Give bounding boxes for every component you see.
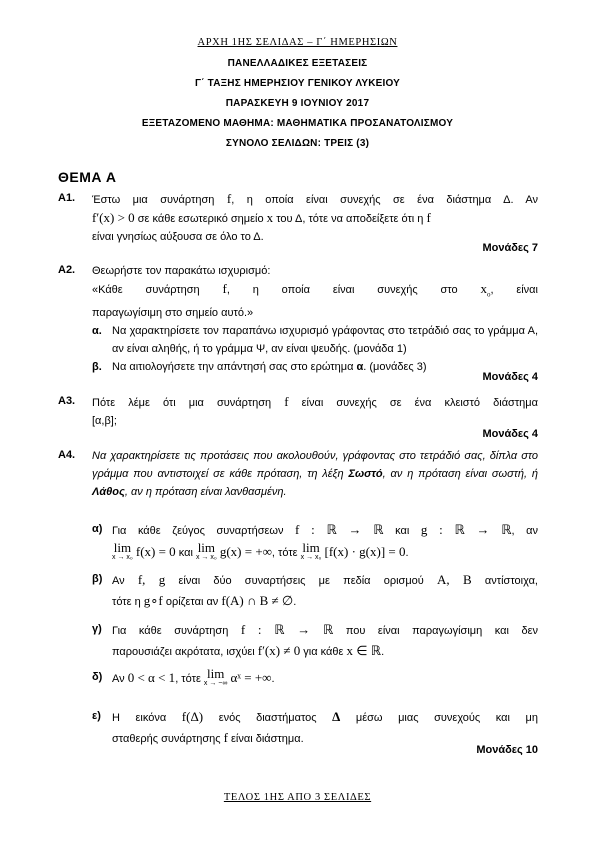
- a1-text: του Δ, τότε να αποδείξετε ότι η: [273, 213, 427, 225]
- a2-sub-a-label: α.: [92, 324, 102, 337]
- a2-f: f: [222, 281, 227, 296]
- math-expression: f : ℝ → ℝ: [295, 522, 384, 537]
- a2-sub-b-text: Να αιτιολογήσετε την απάντησή σας στο ερώτημα α. (μονάδες 3): [112, 360, 427, 373]
- exam-pages-line: ΣΥΝΟΛΟ ΣΕΛΙΔΩΝ: ΤΡΕΙΣ (3): [225, 138, 370, 149]
- math-expression: f(Δ): [181, 709, 204, 724]
- a4-item-label: δ): [92, 671, 103, 683]
- a4-item-text: Για κάθε ζεύγος συναρτήσεων f : ℝ → ℝ και g : ℝ → ℝ, αν lim x → x₀ f(x) = 0 και lim x → x₀ g(x) = +∞, τότε lim x → x₀ [f(x) · g(x)] = 0.: [112, 522, 538, 561]
- a3-text: είναι συνεχής σε ένα κλειστό διάστημα: [288, 397, 539, 409]
- question-a1-label: Α1.: [58, 192, 76, 204]
- a2-quote-end: παραγωγίσιμη στο σημείο αυτό.»: [92, 306, 254, 319]
- a4-item-delta: [92, 668, 538, 689]
- math-expression: g : ℝ → ℝ: [420, 522, 512, 537]
- math-expression: x ∈ ℝ: [346, 643, 382, 658]
- a2-sub-b-label: β.: [92, 360, 102, 373]
- a4-item-text: Αν f, g είναι δύο συναρτήσεις με πεδία ορισμού Α, Β αντίστοιχα, τότε η g∘f ορίζεται αν f(Α) ∩ Β ≠ ∅.: [112, 572, 538, 608]
- a2-quote: , είναι: [490, 284, 538, 296]
- a4-item-label: ε): [92, 710, 101, 722]
- math-expression: 0 < α < 1: [127, 670, 176, 685]
- a4-marks: Μονάδες 10: [476, 744, 538, 756]
- a4-item-text: Η εικόνα f(Δ) ενός διαστήματος Δ μέσω μιας συνεχούς και μη σταθερής συνάρτησης f είναι διάστημα.: [112, 709, 538, 745]
- question-a1-body: [92, 190, 538, 246]
- a4-intro-text: , αν η πρόταση είναι σωστή, ή: [382, 468, 538, 480]
- math-expression: αˣ = +∞: [230, 670, 272, 685]
- a2-quote: «Κάθε συνάρτηση: [92, 284, 200, 296]
- a2-quote: , η οποία είναι συνεχής στο: [226, 284, 458, 296]
- math-expression: f(x) = 0: [135, 544, 176, 559]
- a1-f: f: [226, 191, 232, 206]
- math-expression: f(Α) ∩ Β ≠ ∅: [221, 593, 294, 608]
- limit-symbol: lim x → x₀: [300, 540, 322, 561]
- a3-interval: [α,β];: [92, 415, 117, 427]
- math-expression: g(x) = +∞: [219, 544, 272, 559]
- limit-symbol: lim x → −∞: [203, 666, 228, 687]
- a2-intro: Θεωρήστε τον παρακάτω ισχυρισμό:: [92, 265, 271, 277]
- question-a3-label: Α3.: [58, 395, 76, 407]
- exam-title-line: ΠΑΝΕΛΛΑΔΙΚΕΣ ΕΞΕΤΑΣΕΙΣ: [227, 58, 368, 69]
- a3-f: f: [284, 394, 289, 409]
- a4-item-label: γ): [92, 623, 102, 635]
- section-title: ΘΕΜΑ Α: [58, 169, 117, 185]
- a4-item-gamma: [92, 620, 538, 662]
- a4-item-text: Αν 0 < α < 1, τότε lim x → −∞ αˣ = +∞.: [112, 666, 275, 687]
- a1-marks: Μονάδες 7: [482, 242, 538, 254]
- a4-correct-word: Σωστό: [348, 468, 383, 480]
- math-expression: [f(x) · g(x)] = 0: [324, 544, 406, 559]
- a4-item-text: Για κάθε συνάρτηση f : ℝ → ℝ που είναι παραγωγίσιμη και δεν παρουσιάζει ακρότατα, ισχύει f′(x) ≠ 0 για κάθε x ∈ ℝ.: [112, 622, 538, 658]
- a2-sub-a-text: Να χαρακτηρίσετε τον παραπάνω ισχυρισμό γράφοντας στο τετράδιό σας το γράμμα Α, αν είναι αληθής, ή το γράμμα Ψ, αν είναι ψευδής. (μονάδα 1): [112, 324, 538, 355]
- a4-item-epsilon: [92, 707, 538, 749]
- a1-f: f: [426, 210, 431, 225]
- question-a2-body: [92, 262, 538, 376]
- a1-text: σε κάθε εσωτερικό σημείο: [134, 213, 267, 225]
- math-expression: Α, Β: [437, 572, 472, 587]
- exam-subject-line: ΕΞΕΤΑΖΟΜΕΝΟ ΜΑΘΗΜΑ: ΜΑΘΗΜΑΤΙΚΑ ΠΡΟΣΑΝΑΤΟΛΙΣΜΟΥ: [141, 118, 454, 129]
- a3-text: Πότε λέμε ότι μια συνάρτηση: [92, 397, 285, 409]
- math-expression: g∘f: [143, 593, 163, 608]
- a1-text: είναι γνησίως αύξουσα σε όλο το Δ.: [92, 231, 264, 243]
- a4-item-alpha: [92, 520, 538, 563]
- exam-grade-line: Γ΄ ΤΑΞΗΣ ΗΜΕΡΗΣΙΟΥ ΓΕΝΙΚΟΥ ΛΥΚΕΙΟΥ: [194, 78, 401, 89]
- limit-symbol: lim x → x₀: [195, 540, 217, 561]
- exam-date-line: ΠΑΡΑΣΚΕΥΗ 9 ΙΟΥΝΙΟΥ 2017: [225, 98, 370, 109]
- page-header-marker: ΑΡΧΗ 1ΗΣ ΣΕΛΙΔΑΣ – Γ΄ ΗΜΕΡΗΣΙΩΝ: [197, 37, 398, 48]
- a1-text: Έστω μια συνάρτηση: [92, 194, 215, 206]
- a4-item-beta: [92, 570, 538, 612]
- a4-item-label: α): [92, 523, 103, 535]
- a2-x0: $x_o$: [480, 281, 491, 299]
- a1-x: x: [266, 210, 274, 225]
- math-expression: f′(x) ≠ 0: [257, 643, 301, 658]
- math-expression: Δ: [332, 709, 341, 724]
- a1-condition: f′(x) > 0: [92, 210, 135, 225]
- question-a2-label: Α2.: [58, 264, 76, 276]
- a3-marks: Μονάδες 4: [482, 428, 538, 440]
- math-expression: f : ℝ → ℝ: [240, 622, 334, 637]
- a4-item-label: β): [92, 573, 103, 585]
- question-a4-intro: [92, 447, 538, 501]
- a4-wrong-word: Λάθος: [92, 486, 125, 498]
- a2-marks: Μονάδες 4: [482, 371, 538, 383]
- question-a3-body: [92, 393, 538, 430]
- a1-text: , η οποία είναι συνεχής σε ένα διάστημα Δ. Αν: [231, 194, 538, 206]
- math-expression: f: [223, 730, 228, 745]
- limit-symbol: lim x → x₀: [112, 540, 133, 561]
- math-expression: f, g: [137, 572, 166, 587]
- question-a4-label: Α4.: [58, 449, 76, 461]
- page-footer-marker: ΤΕΛΟΣ 1ΗΣ ΑΠΟ 3 ΣΕΛΙΔΕΣ: [223, 792, 372, 803]
- a4-intro-text: Να χαρακτηρίσετε τις προτάσεις που ακολουθούν, γράφοντας στο τετράδιό σας, δίπλα στο γράμμα που αντιστοιχεί σε κάθε πρόταση, τη λέξη: [92, 450, 538, 480]
- a4-intro-text: , αν η πρόταση είναι λανθασμένη.: [124, 486, 287, 498]
